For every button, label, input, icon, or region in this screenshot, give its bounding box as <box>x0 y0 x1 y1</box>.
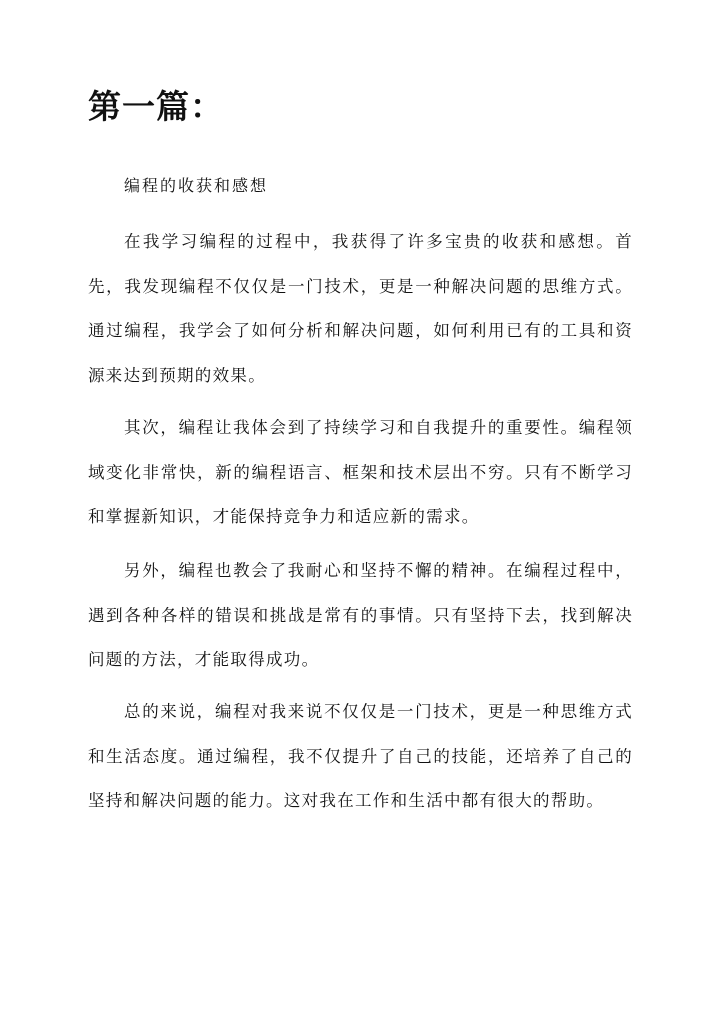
paragraph-4: 总的来说，编程对我来说不仅仅是一门技术，更是一种思维方式和生活态度。通过编程，我不仅提升了自己的技能，还培养了自己的坚持和解决问题的能力。这对我在工作和生活中都有很大的帮助。 <box>88 702 633 811</box>
page-title: 第一篇： <box>88 87 224 126</box>
paragraph-1: 在我学习编程的过程中，我获得了许多宝贵的收获和感想。首先，我发现编程不仅仅是一门技术，更是一种解决问题的思维方式。通过编程，我学会了如何分析和解决问题，如何利用已有的工具和资源来达到预期的效果。 <box>88 232 633 385</box>
paragraph-2: 其次，编程让我体会到了持续学习和自我提升的重要性。编程领域变化非常快，新的编程语言、框架和技术层出不穷。只有不断学习和掌握新知识，才能保持竞争力和适应新的需求。 <box>88 418 633 527</box>
document-subtitle: 编程的收获和感想 <box>124 176 269 195</box>
paragraph-3: 另外，编程也教会了我耐心和坚持不懈的精神。在编程过程中，遇到各种各样的错误和挑战是常有的事情。只有坚持下去，找到解决问题的方法，才能取得成功。 <box>88 561 633 670</box>
